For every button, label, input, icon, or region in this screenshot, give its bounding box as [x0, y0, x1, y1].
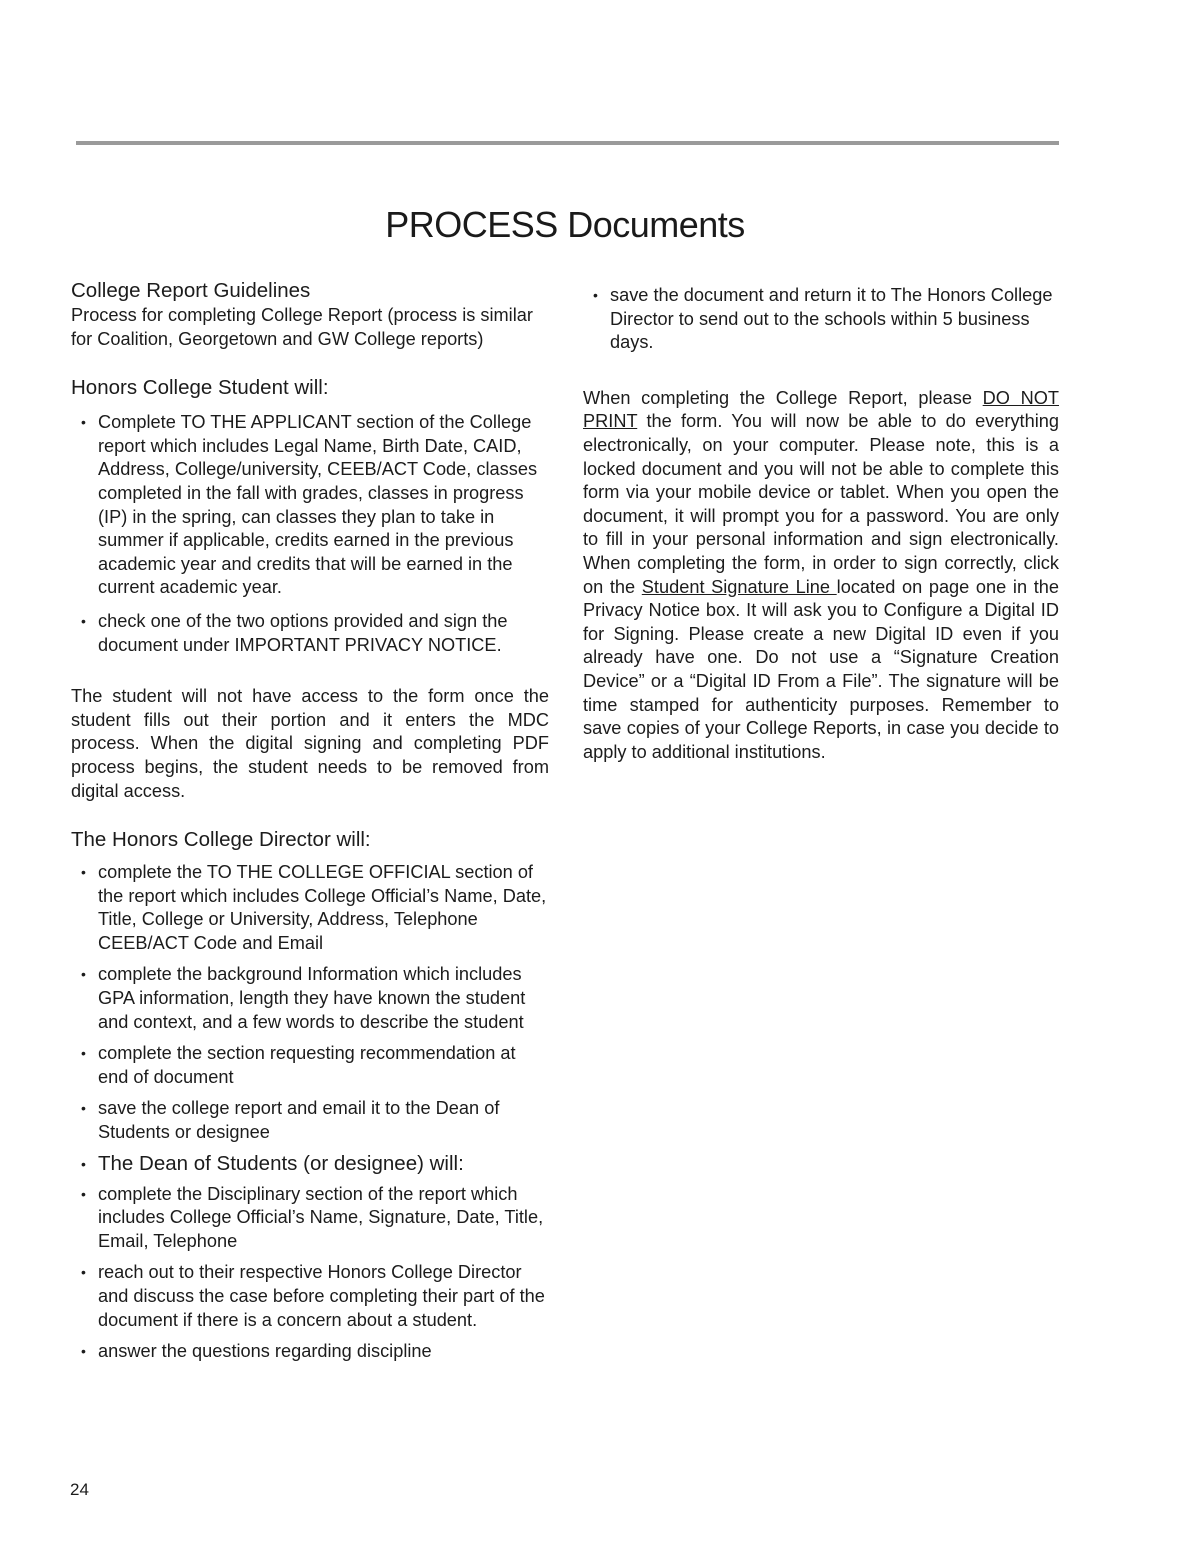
list-item: • save the college report and email it to the Dean of Students or designee — [71, 1097, 549, 1144]
access-paragraph: The student will not have access to the form once the student fills out their portion and it enters the MDC process. When the digital signing and completing PDF process begins, the student needs to be removed from digital access. — [71, 686, 549, 801]
list-item: • check one of the two options provided and sign the document under IMPORTANT PRIVACY NOTICE. — [71, 610, 549, 657]
guidelines-heading: College Report Guidelines — [71, 279, 311, 302]
student-heading: Honors College Student will: — [71, 376, 329, 400]
list-item: • complete the TO THE COLLEGE OFFICIAL section of the report which includes College Official’s Name, Date, Title, College or University, Address, Telephone CEEB/ACT Code and Email — [71, 861, 549, 955]
list-item: • complete the background Information which includes GPA information, length they have known the student and context, and a few words to describe the student — [71, 963, 549, 1034]
director-list — [71, 861, 549, 1364]
dean-subheading: • The Dean of Students (or designee) will: — [71, 1151, 549, 1177]
student-signature-line-link[interactable]: Student Signature Line — [641, 576, 837, 597]
list-item: • reach out to their respective Honors College Director and discuss the case before completing their part of the document if there is a concern about a student. — [71, 1261, 549, 1332]
list-item: • save the document and return it to The Honors College Director to send out to the schools within 5 business days. — [583, 284, 1059, 355]
instructions-paragraph — [583, 387, 1059, 765]
instructions-text: When completing the College Report, please — [583, 387, 983, 408]
page-title: PROCESS Documents — [385, 204, 745, 245]
list-item: • complete the Disciplinary section of the report which includes College Official’s Name, Signature, Date, Title, Email, Telephone — [71, 1183, 549, 1254]
instructions-text: the form. You will now be able to do everything electronically, on your computer. Please note, this is a locked document and you will not be able to complete this form via your mobile device or tablet. When you open the document, it will prompt you for a password. You are only to fill in your personal information and sign electronically. When completing the form, in order to sign correctly, click on the — [583, 411, 1059, 597]
guidelines-intro: Process for completing College Report (process is similar for Coalition, Georgetown and GW College reports) — [71, 305, 533, 349]
list-item: • Complete TO THE APPLICANT section of the College report which includes Legal Name, Birth Date, CAID, Address, College/university, CEEB/ACT Code, classes completed in the fall with grades, classes in progress (IP) in the spring, can classes they plan to take in summer if applicable, credits earned in the previous academic year and credits that will be earned in the current academic year. — [71, 411, 549, 600]
do-not-print-link[interactable]: DO NOT PRINT — [583, 387, 1059, 432]
instructions-text: located on page one in the Privacy Notice box. It will ask you to Configure a Digital ID for Signing. Please create a new Digital ID even if you already have one. Do not use a “Signature Creation Device” or a “Digital ID From a File”. The signature will be time stamped for authenticity purposes. Remember to save copies of your College Reports, in case you decide to apply to additional institutions. — [583, 576, 1059, 762]
right-column — [583, 284, 1059, 764]
list-item: • complete the section requesting recommendation at end of document — [71, 1042, 549, 1089]
left-column — [71, 278, 549, 1364]
continued-list — [583, 284, 1059, 355]
list-item: • answer the questions regarding discipline — [71, 1340, 549, 1364]
header-rule — [76, 141, 1059, 145]
director-heading: The Honors College Director will: — [71, 828, 371, 852]
student-list — [71, 411, 549, 657]
page-number: 24 — [70, 1480, 89, 1499]
